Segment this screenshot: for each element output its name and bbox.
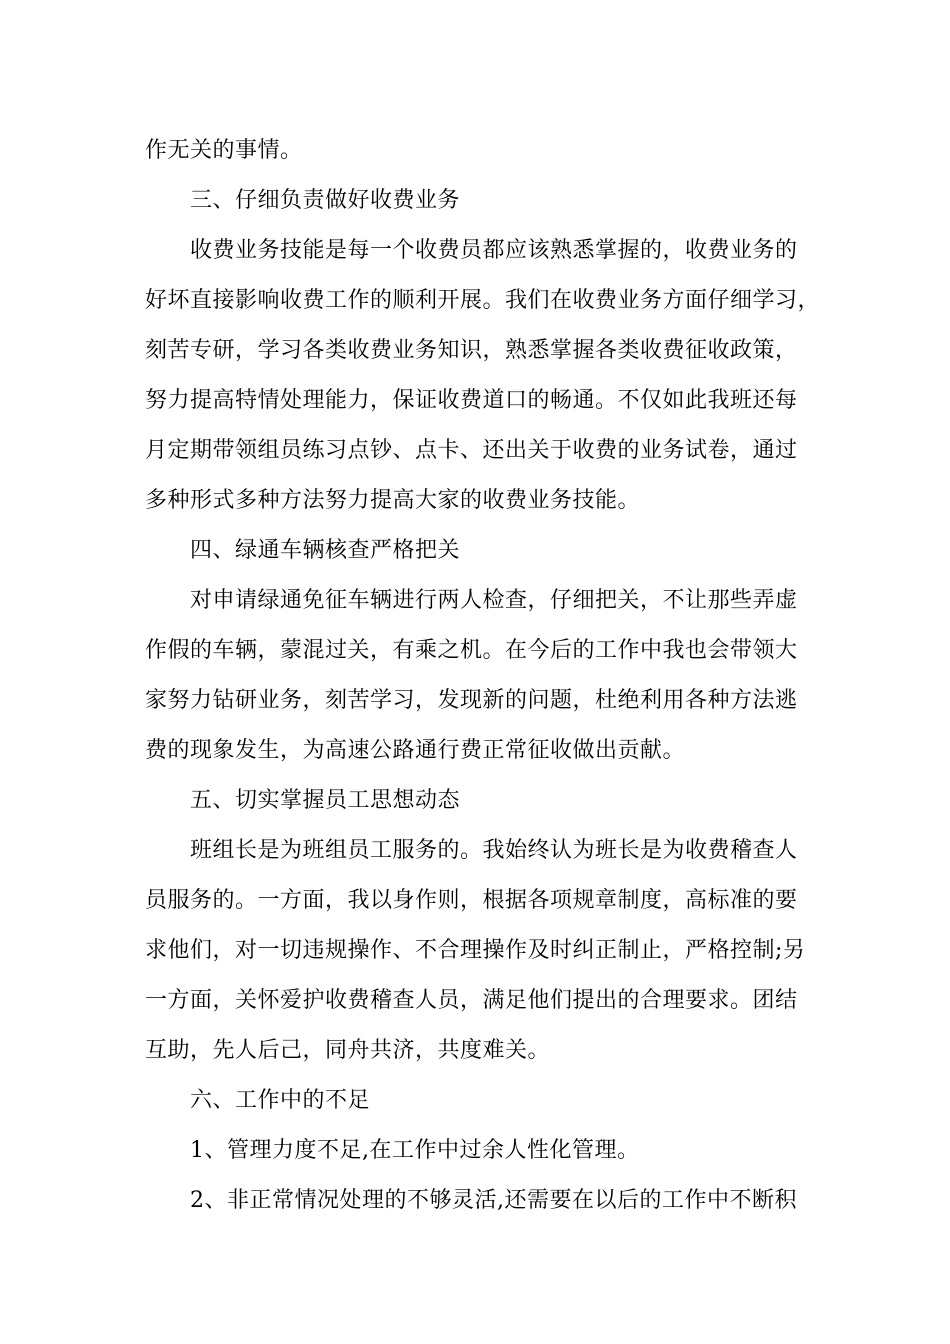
paragraph-line: 刻苦专研，学习各类收费业务知识，熟悉掌握各类收费征收政策， [145, 338, 798, 363]
paragraph-line: 作假的车辆，蒙混过关，有乘之机。在今后的工作中我也会带领大 [145, 638, 798, 663]
section-heading-3: 三、仔细负责做好收费业务 [190, 188, 461, 213]
paragraph-line: 家努力钻研业务，刻苦学习，发现新的问题，杜绝利用各种方法逃 [145, 688, 798, 713]
paragraph-line: 班组长是为班组员工服务的。我始终认为班长是为收费稽查人 [190, 838, 798, 863]
paragraph-line: 作无关的事情。 [145, 138, 303, 163]
paragraph-line: 费的现象发生，为高速公路通行费正常征收做出贡献。 [145, 738, 686, 763]
paragraph-line: 好坏直接影响收费工作的顺利开展。我们在收费业务方面仔细学习， [145, 288, 821, 313]
section-heading-5: 五、切实掌握员工思想动态 [190, 788, 461, 813]
paragraph-line: 员服务的。一方面，我以身作则，根据各项规章制度，高标准的要 [145, 888, 798, 913]
paragraph-line: 一方面，关怀爱护收费稽查人员，满足他们提出的合理要求。团结 [145, 988, 798, 1013]
paragraph-line: 收费业务技能是每一个收费员都应该熟悉掌握的，收费业务的 [190, 238, 798, 263]
paragraph-line: 互助，先人后己，同舟共济，共度难关。 [145, 1038, 551, 1063]
paragraph-line: 努力提高特情处理能力，保证收费道口的畅通。不仅如此我班还每 [145, 388, 798, 413]
section-heading-6: 六、工作中的不足 [190, 1088, 371, 1113]
list-item: 1、管理力度不足,在工作中过余人性化管理。 [190, 1138, 640, 1163]
paragraph-line: 求他们，对一切违规操作、不合理操作及时纠正制止，严格控制;另 [145, 938, 806, 963]
list-item: 2、非正常情况处理的不够灵活,还需要在以后的工作中不断积 [190, 1188, 797, 1213]
paragraph-line: 月定期带领组员练习点钞、点卡、还出关于收费的业务试卷，通过 [145, 438, 798, 463]
paragraph-line: 多种形式多种方法努力提高大家的收费业务技能。 [145, 488, 641, 513]
paragraph-line: 对申请绿通免征车辆进行两人检查，仔细把关，不让那些弄虚 [190, 588, 798, 613]
section-heading-4: 四、绿通车辆核查严格把关 [190, 538, 461, 563]
